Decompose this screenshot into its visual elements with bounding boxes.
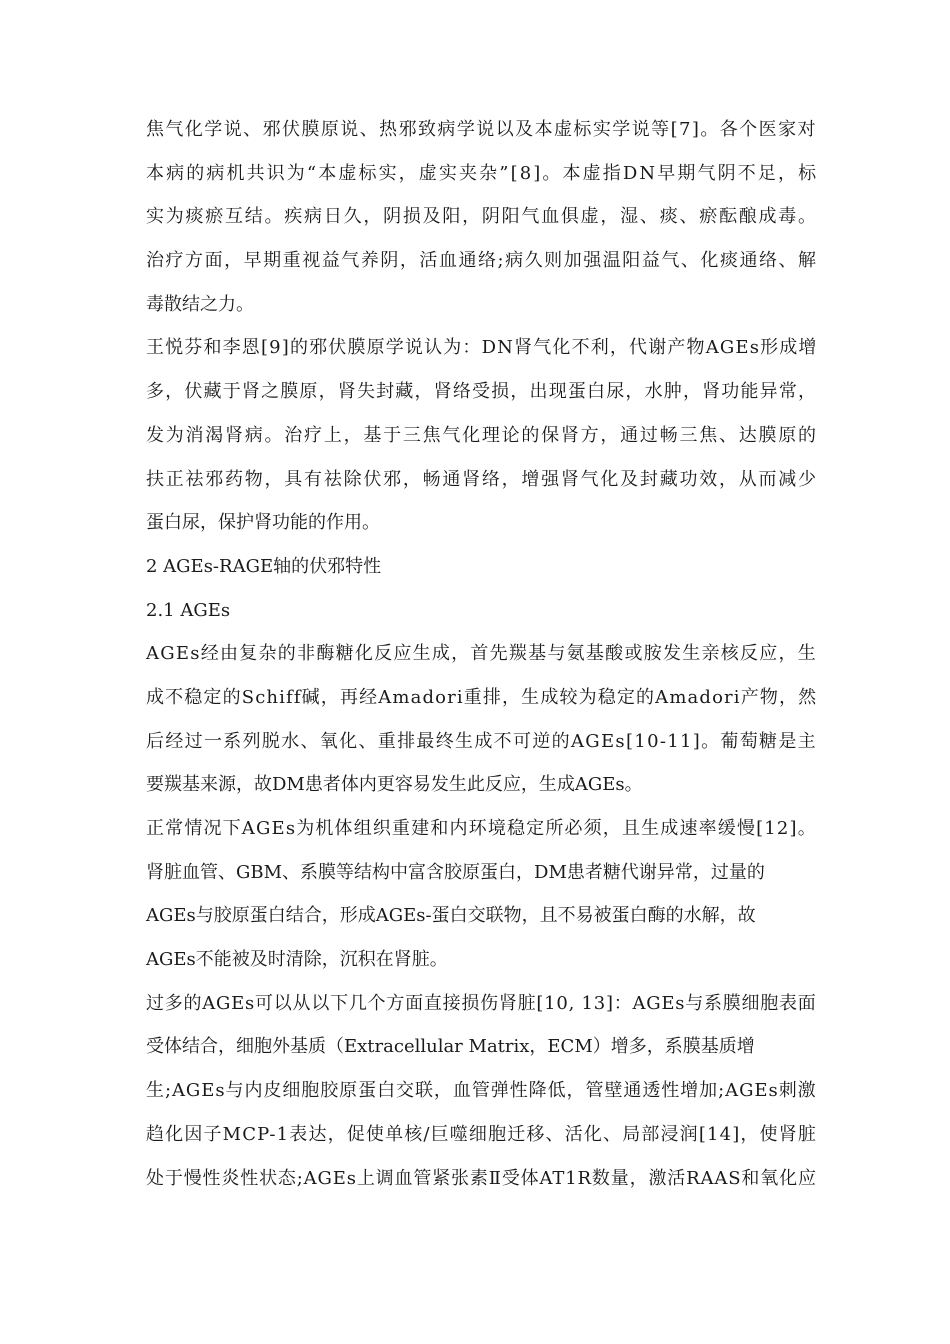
paragraph-ages-accumulation: [146, 807, 816, 982]
heading-text: 2.1 AGEs: [146, 599, 231, 621]
text-line: 多，伏藏于肾之膜原，肾失封藏，肾络受损，出现蛋白尿，水肿，肾功能异常，: [146, 381, 818, 403]
paragraph-pathogenesis-theories: [146, 108, 819, 326]
heading-text: 2 AGEs-RAGE轴的伏邪特性: [146, 555, 382, 577]
paragraph-ages-kidney-damage: [146, 982, 816, 1200]
text-line: 后经过一系列脱水、氧化、重排最终生成不可逆的AGEs[10-11]。葡萄糖是主: [146, 730, 818, 752]
paragraph-latent-pathogen-theory: [146, 326, 816, 544]
subsection-heading: [146, 589, 816, 633]
text-line: 扶正祛邪药物，具有祛除伏邪，畅通肾络，增强肾气化及封藏功效，从而减少: [146, 468, 818, 490]
text-line: AGEs与胶原蛋白结合，形成AGEs-蛋白交联物，且不易被蛋白酶的水解，故: [146, 905, 756, 927]
text-line: 正常情况下AGEs为机体组织重建和内环境稳定所必须，且生成速率缓慢[12]。: [146, 818, 817, 839]
text-line: 毒散结之力。: [146, 293, 254, 315]
text-line: 本病的病机共识为“本虚标实，虚实夹杂”[8]。本虚指DN早期气阴不足，标: [146, 162, 819, 184]
text-line: 生;AGEs与内皮细胞胶原蛋白交联，血管弹性降低，管壁通透性增加;AGEs刺激: [146, 1080, 817, 1102]
paragraph-ages-formation: [146, 632, 816, 807]
text-line: 要羰基来源，故DM患者体内更容易发生此反应，生成AGEs。: [146, 774, 643, 796]
text-line: 成不稳定的Schiff碱，再经Amadori重排，生成较为稳定的Amadori产物，然: [146, 686, 818, 708]
text-line: 治疗方面，早期重视益气养阴，活血通络;病久则加强温阳益气、化痰通络、解: [146, 250, 818, 272]
text-line: 趋化因子MCP-1表达，促使单核/巨噬细胞迁移、活化、局部浸润[14]，使肾脏: [146, 1123, 818, 1145]
section-heading: [146, 545, 816, 589]
text-line: 焦气化学说、邪伏膜原说、热邪致病学说以及本虚标实学说等[7]。各个医家对: [146, 119, 817, 140]
text-line: 肾脏血管、GBM、系膜等结构中富含胶原蛋白，DM患者糖代谢异常，过量的: [146, 861, 765, 883]
text-line: 发为消渴肾病。治疗上，基于三焦气化理论的保肾方，通过畅三焦、达膜原的: [146, 424, 818, 446]
text-line: 过多的AGEs可以从以下几个方面直接损伤肾脏[10, 13]：AGEs与系膜细胞表面: [146, 992, 817, 1014]
text-line: AGEs不能被及时清除，沉积在肾脏。: [146, 949, 448, 971]
document-body: [146, 108, 819, 1200]
text-line: 处于慢性炎性状态;AGEs上调血管紧张素Ⅱ受体AT1R数量，激活RAAS和氧化应: [146, 1167, 817, 1189]
text-line: 受体结合，细胞外基质（Extracellular Matrix，ECM）增多，系膜基质增: [146, 1036, 755, 1058]
text-line: 实为痰瘀互结。疾病日久，阴损及阳，阴阳气血俱虚，湿、痰、瘀酝酿成毒。: [146, 206, 818, 228]
text-line: 王悦芬和李恩[9]的邪伏膜原学说认为：DN肾气化不利，代谢产物AGEs形成增: [146, 337, 818, 359]
text-line: AGEs经由复杂的非酶糖化反应生成，首先羰基与氨基酸或胺发生亲核反应，生: [146, 643, 818, 665]
text-line: 蛋白尿，保护肾功能的作用。: [146, 512, 380, 534]
